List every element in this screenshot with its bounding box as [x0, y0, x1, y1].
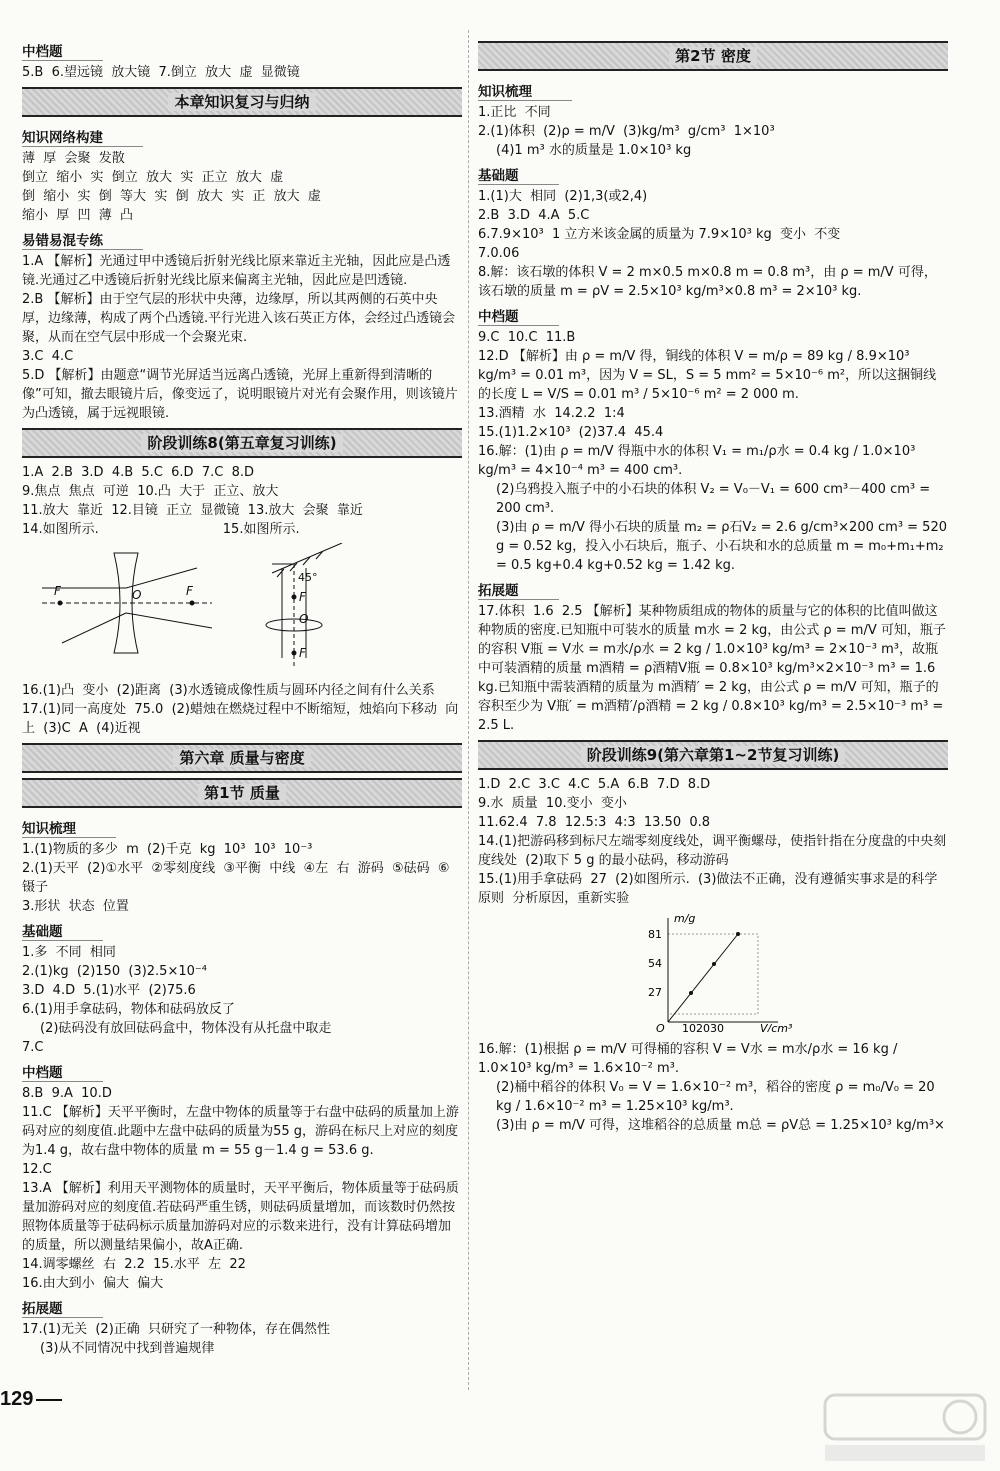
- answer-line: 7.0.06: [478, 246, 520, 261]
- answer-line: 12.C: [22, 1162, 52, 1177]
- graph-svg: [478, 912, 948, 1032]
- answer-line: 17.(1)同一高度处 75.0 (2)蜡烛在燃烧过程中不断缩短，烛焰向下移动 向上 (3)C A (4)近视: [22, 702, 459, 736]
- angle-label: 45°: [298, 571, 318, 584]
- answer-line: 9.C 10.C 11.B: [478, 330, 576, 345]
- answer-line: 2.(1)天平 (2)①水平 ②零刻度线 ③平衡 中线 ④左 右 游码 ⑤砝码 ⑥镊子: [22, 861, 450, 895]
- x-axis-label: V/cm³: [760, 1022, 793, 1032]
- answer-line: (2)砝码没有放回砝码盒中，物体没有从托盘中取走: [40, 1021, 332, 1036]
- section-banner: [478, 41, 948, 71]
- answer-line: 7.C: [22, 1040, 44, 1055]
- answer-line: 14.(1)把游码移到标尺左端零刻度线处，调平衡螺母，使指针指在分度盘的中央刻度线处 (2)取下 5 g 的最小砝码，移动游码: [478, 834, 947, 868]
- answer-line: (3)由 ρ = m/V 可得，这堆稻谷的总质量 m总 = ρV总 = 1.25×10³ kg/m³×: [496, 1118, 945, 1133]
- answer-line: 11.放大 靠近 12.目镜 正立 显微镜 13.放大 会聚 靠近: [22, 503, 363, 518]
- column-divider: [468, 30, 469, 1390]
- watermark-logo: [820, 1390, 990, 1465]
- banner-text: 第六章 质量与密度: [173, 749, 310, 767]
- banner-text: 阶段训练8(第五章复习训练): [141, 434, 342, 452]
- banner-text: 阶段训练9(第六章第1~2节复习训练): [581, 746, 846, 764]
- answer-line: 1.(1)物质的多少 m (2)千克 kg 10³ 10³ 10⁻³: [22, 842, 313, 857]
- graph-group: [648, 912, 793, 1032]
- answer-line: (3)由 ρ = m/V 得小石块的质量 m₂ = ρ石V₂ = 2.6 g/cm³×200 cm³ = 520 g = 0.52 kg，投入小石块后，瓶子、小石块和水的总质量 m = m₀+m₁+m₂ = 0.5 kg+0.4 kg+0.52 kg = 1.42 kg.: [496, 520, 952, 573]
- focus-label: F: [54, 584, 61, 598]
- answer-line: 倒立 缩小 实 倒立 放大 实 正立 放大 虚: [22, 170, 284, 185]
- center-label: O: [299, 612, 309, 626]
- answer-line: 14.调零螺丝 右 2.2 15.水平 左 22: [22, 1257, 246, 1272]
- optics-figures: [22, 543, 462, 677]
- left-column: [22, 36, 462, 1358]
- answer-line: 5.D 【解析】由题意“调节光屏适当远离凸透镜，光屏上重新得到清晰的像”可知，撤去眼镜片后，像变远了，说明眼镜片对光有会聚作用，则该镜片为凸透镜，属于远视眼镜.: [22, 368, 458, 421]
- answer-line: 9.焦点 焦点 可逆 10.凸 大于 正立、放大: [22, 484, 279, 499]
- section-banner: [22, 778, 462, 808]
- answer-line: 缩小 厚 凹 薄 凸: [22, 208, 134, 223]
- data-point: [689, 991, 693, 995]
- answer-line: (4)1 m³ 水的质量是 1.0×10³ kg: [496, 143, 692, 158]
- section-title: 基础题: [478, 164, 559, 185]
- answer-line: (2)乌鸦投入瓶子中的小石块的体积 V₂ = V₀－V₁ = 600 cm³－400 cm³ = 200 cm³.: [496, 482, 935, 516]
- answer-line: 15.(1)用手拿砝码 27 (2)如图所示. (3)做法不正确，没有遵循实事求是的科学原则 分析原因，重新实验: [478, 872, 938, 906]
- answer-line: 13.酒精 水 14.2.2 1:4: [478, 406, 625, 421]
- answer-line: 14.如图所示. 15.如图所示.: [22, 522, 300, 537]
- x-ticks: 102030: [682, 1022, 724, 1032]
- focus-label: F: [299, 646, 306, 660]
- y-tick: 27: [648, 986, 662, 999]
- stage-training-banner: [478, 740, 948, 770]
- right-column: [478, 36, 952, 1135]
- center-label: O: [132, 588, 142, 602]
- focus-label: F: [186, 584, 193, 598]
- section-title: 中档题: [22, 1061, 103, 1082]
- answer-line: 2.(1)kg (2)150 (3)2.5×10⁻⁴: [22, 964, 207, 979]
- answer-line: 17.体积 1.6 2.5 【解析】某种物质组成的物体的质量与它的体积的比值叫做这种物质的密度.已知瓶中可装水的质量 m水 = 2 kg，由公式 ρ = m/V 可知，瓶子的容积 V瓶 = V水 = m水/ρ水 = 2 kg / 1.0×10³ kg/m³ = 2×10⁻³ m³，故瓶中可装酒精的质量 m酒精 = ρ酒精V瓶 = 0.8×10³ kg/m³×2×10⁻³ m³ = 1.6 kg.已知瓶中需装酒精的质量为 m酒精′ = 2 kg，由公式 ρ = m/V 可知，瓶子的容积至少为 V瓶′ = m酒精′/ρ酒精 = 2 kg / 0.8×10³ kg/m³ = 2.5×10⁻³ m³ = 2.5 L.: [478, 604, 948, 733]
- lens-diagrams: [22, 543, 462, 673]
- answer-line: 8.B 9.A 10.D: [22, 1086, 112, 1101]
- answer-line: 2.B 【解析】由于空气层的形状中央薄，边缘厚，所以其两侧的石英中央厚，边缘薄，构成了两个凸透镜.平行光进入该石英正方体，会经过凸透镜会聚，从而在空气层中形成一个会聚光束.: [22, 292, 456, 345]
- section-title: 知识网络构建: [22, 126, 143, 147]
- chapter-review-banner: [22, 87, 462, 117]
- answer-line: 11.62.4 7.8 12.5:3 4:3 13.50 0.8: [478, 815, 711, 830]
- data-point: [712, 962, 716, 966]
- answer-line: 16.(1)凸 变小 (2)距离 (3)水透镜成像性质与圆环内径之间有什么关系: [22, 683, 435, 698]
- answer-line: 1.(1)大 相同 (2)1,3(或2,4): [478, 189, 648, 204]
- page-number: 129: [0, 1388, 62, 1411]
- answer-line: 1.A 【解析】光通过甲中透镜后折射光线比原来靠近主光轴，因此应是凸透镜.光通过乙中透镜后折射光线比原来偏离主光轴，因此应是凹透镜.: [22, 254, 451, 288]
- answer-line: 1.A 2.B 3.D 4.B 5.C 6.D 7.C 8.D: [22, 465, 254, 480]
- mirror-lens-diagram: [266, 543, 342, 668]
- y-tick: 81: [648, 928, 662, 941]
- answer-line: 1.多 不同 相同: [22, 945, 116, 960]
- data-point: [736, 932, 740, 936]
- y-tick: 54: [648, 957, 662, 970]
- answer-line: (2)桶中稻谷的体积 V₀ = V = 1.6×10⁻² m³，稻谷的密度 ρ = m₀/V₀ = 20 kg / 1.6×10⁻² m³ = 1.25×10³ kg/m³.: [496, 1080, 939, 1114]
- answer-line: 1.D 2.C 3.C 4.C 5.A 6.B 7.D 8.D: [478, 777, 711, 792]
- answer-line: 6.7.9×10³ 1 立方米该金属的质量为 7.9×10³ kg 变小 不变: [478, 227, 841, 242]
- answer-line: 倒 缩小 实 倒 等大 实 倒 放大 实 正 放大 虚: [22, 189, 321, 204]
- section-title: 拓展题: [22, 1297, 103, 1318]
- section-title: 中档题: [478, 305, 559, 326]
- chapter-banner: [22, 743, 462, 773]
- answer-line: 16.解：(1)由 ρ = m/V 得瓶中水的体积 V₁ = m₁/ρ水 = 0.4 kg / 1.0×10³ kg/m³ = 4×10⁻⁴ m³ = 400 cm³.: [478, 444, 920, 478]
- section-title: 拓展题: [478, 579, 559, 600]
- banner-text: 本章知识复习与归纳: [168, 93, 315, 111]
- answer-line: 3.C 4.C: [22, 349, 74, 364]
- section-title: 易错易混专练: [22, 229, 143, 250]
- section-title: 知识梳理: [478, 80, 572, 101]
- mass-volume-graph: [478, 912, 948, 1036]
- section-title: 基础题: [22, 920, 103, 941]
- section-title: 知识梳理: [22, 817, 116, 838]
- banner-text: 第1节 质量: [198, 784, 286, 802]
- answer-line: 13.A 【解析】利用天平测物体的质量时，天平平衡后，物体质量等于砝码质量加游码对应的刻度值.若砝码严重生锈，则砝码质量增加，而该数时仍然按照物体质量等于砝码标示质量加游码对应的示数来进行，没有计算砝码增加的质量，所以测量结果偏小，故A正确.: [22, 1181, 459, 1253]
- focus-label: F: [299, 590, 306, 604]
- answer-line: 9.水 质量 10.变小 变小: [478, 796, 627, 811]
- answer-line: 17.(1)无关 (2)正确 只研究了一种物体，存在偶然性: [22, 1322, 331, 1337]
- answer-line: 3.形状 状态 位置: [22, 899, 129, 914]
- answer-line: 8.解：该石墩的体积 V = 2 m×0.5 m×0.8 m = 0.8 m³，由 ρ = m/V 可得，该石墩的质量 m = ρV = 2.5×10³ kg/m³×0.8 m³ = 2×10³ kg.: [478, 265, 937, 299]
- answer-line: 6.(1)用手拿砝码，物体和砝码放反了: [22, 1002, 235, 1017]
- answer-line: 15.(1)1.2×10³ (2)37.4 45.4: [478, 425, 664, 440]
- y-axis-label: m/g: [674, 912, 696, 925]
- origin-label: O: [656, 1022, 665, 1032]
- answer-line: 11.C 【解析】天平平衡时，左盘中物体的质量等于右盘中砝码的质量加上游码对应的刻度值.此题中左盘中砝码的质量为55 g，游码在标尺上对应的刻度为1.4 g，故右盘中物体的质量 m = 55 g－1.4 g = 53.6 g.: [22, 1105, 459, 1158]
- answer-line: 12.D 【解析】由 ρ = m/V 得，铜线的体积 V = m/ρ = 89 kg / 8.9×10³ kg/m³ = 0.01 m³，因为 V = SL，S = 5 mm² = 5×10⁻⁶ m²，所以这捆铜线的长度 L = V/S = 0.01 m³ / 5×10⁻⁶ m² = 2 000 m.: [478, 349, 937, 402]
- section-title: 中档题: [22, 40, 103, 61]
- answer-line: 2.(1)体积 (2)ρ = m/V (3)kg/m³ g/cm³ 1×10³: [478, 124, 775, 139]
- answer-line: 薄 厚 会聚 发散: [22, 151, 125, 166]
- answer-line: (3)从不同情况中找到普遍规律: [40, 1341, 215, 1356]
- answer-line: 2.B 3.D 4.A 5.C: [478, 208, 590, 223]
- banner-text: 第2节 密度: [669, 47, 757, 65]
- answer-line: 1.正比 不同: [478, 105, 551, 120]
- stage-training-banner: [22, 428, 462, 458]
- concave-lens-diagram: [42, 553, 212, 653]
- answer-line: 16.由大到小 偏大 偏大: [22, 1276, 164, 1291]
- answer-line: 16.解：(1)根据 ρ = m/V 可得桶的容积 V = V水 = m水/ρ水 = 16 kg / 1.0×10³ kg/m³ = 1.6×10⁻² m³.: [478, 1042, 902, 1076]
- answer-line: 3.D 4.D 5.(1)水平 (2)75.6: [22, 983, 196, 998]
- answer-line: 5.B 6.望远镜 放大镜 7.倒立 放大 虚 显微镜: [22, 65, 300, 80]
